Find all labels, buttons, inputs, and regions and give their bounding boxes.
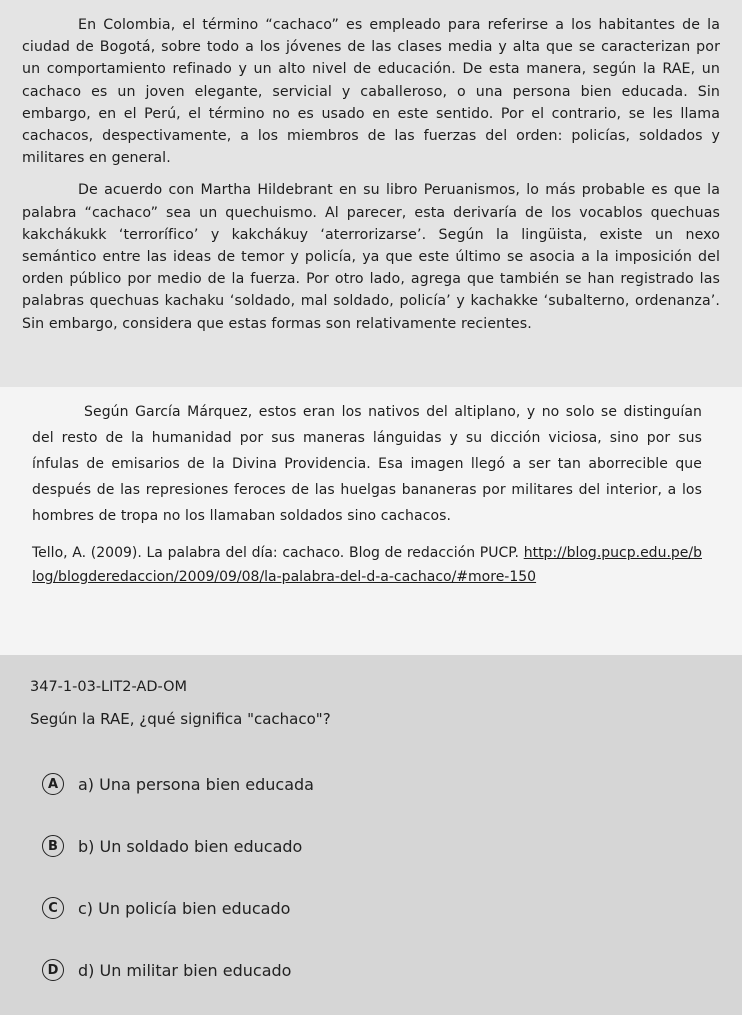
option-d[interactable] — [30, 939, 720, 1001]
reading-paragraph-1: En Colombia, el término “cachaco” es empleado para referirse a los habitantes de la ciudad de Bogotá, sobre todo a los jóvenes de las clases media y alta que se caracterizan por un comportamiento refinado y un alto nivel de educación. De esta manera, según la RAE, un cachaco es un joven elegante, servicial y caballeroso, o una persona bien educada. Sin embargo, en el Perú, el término no es usado en este sentido. Por el contrario, se les llama cachacos, despectivamente, a los miembros de las fuerzas del orden: policías, soldados y militares en general. — [22, 17, 720, 167]
reading-section-2 — [0, 387, 742, 655]
reading-paragraph-2: De acuerdo con Martha Hildebrant en su libro Peruanismos, lo más probable es que la palabra “cachaco” sea un quechuismo. Al parecer, esta derivaría de los vocablos quechuas kakchákukk ‘terrorífico’ y kakchákuy ‘aterrorizarse’. Según la lingüista, existe un nexo semántico entre las ideas de temor y policía, ya que este último se asocia a la imposición del orden público por medio de la fuerza. Por otro lado, agrega que también se han registrado las palabras quechuas kachaku ‘soldado, mal soldado, policía’ y kachakke ‘subalterno, ordenanza’. Sin embargo, considera que estas formas son relativamente recientes. — [22, 182, 720, 332]
option-b[interactable] — [30, 815, 720, 877]
option-b-badge[interactable]: B — [42, 835, 64, 857]
citation-link[interactable]: http://blog.pucp.edu.pe/blog/blogderedaccion/2009/09/08/la-palabra-del-d-a-cachaco/#more-150 — [32, 545, 702, 585]
option-a[interactable] — [30, 753, 720, 815]
question-code: 347-1-03-LIT2-AD-OM — [30, 679, 188, 695]
question-text: Según la RAE, ¿qué significa "cachaco"? — [30, 710, 331, 728]
reading-paragraph-3: Según García Márquez, estos eran los nativos del altiplano, y no solo se distinguían del resto de la humanidad por sus maneras lánguidas y su dicción viciosa, sino por sus ínfulas de emisarios de la Divina Providencia. Esa imagen llegó a ser tan aborrecible que después de las represiones feroces de las huelgas bananeras por militares del interior, a los hombres de tropa no los llamaban soldados sino cachacos. — [32, 404, 702, 524]
option-a-label: a) Una persona bien educada — [78, 774, 314, 794]
option-c-label: c) Un policía bien educado — [78, 898, 291, 918]
option-a-badge[interactable]: A — [42, 773, 64, 795]
option-d-badge[interactable]: D — [42, 959, 64, 981]
option-d-label: d) Un militar bien educado — [78, 960, 292, 980]
citation-text: Tello, A. (2009). La palabra del día: cachaco. Blog de redacción PUCP. — [32, 545, 519, 561]
option-c[interactable] — [30, 877, 720, 939]
question-section — [0, 655, 742, 1015]
option-b-label: b) Un soldado bien educado — [78, 836, 303, 856]
reading-section-1 — [0, 0, 742, 387]
option-c-badge[interactable]: C — [42, 897, 64, 919]
citation — [32, 541, 702, 589]
